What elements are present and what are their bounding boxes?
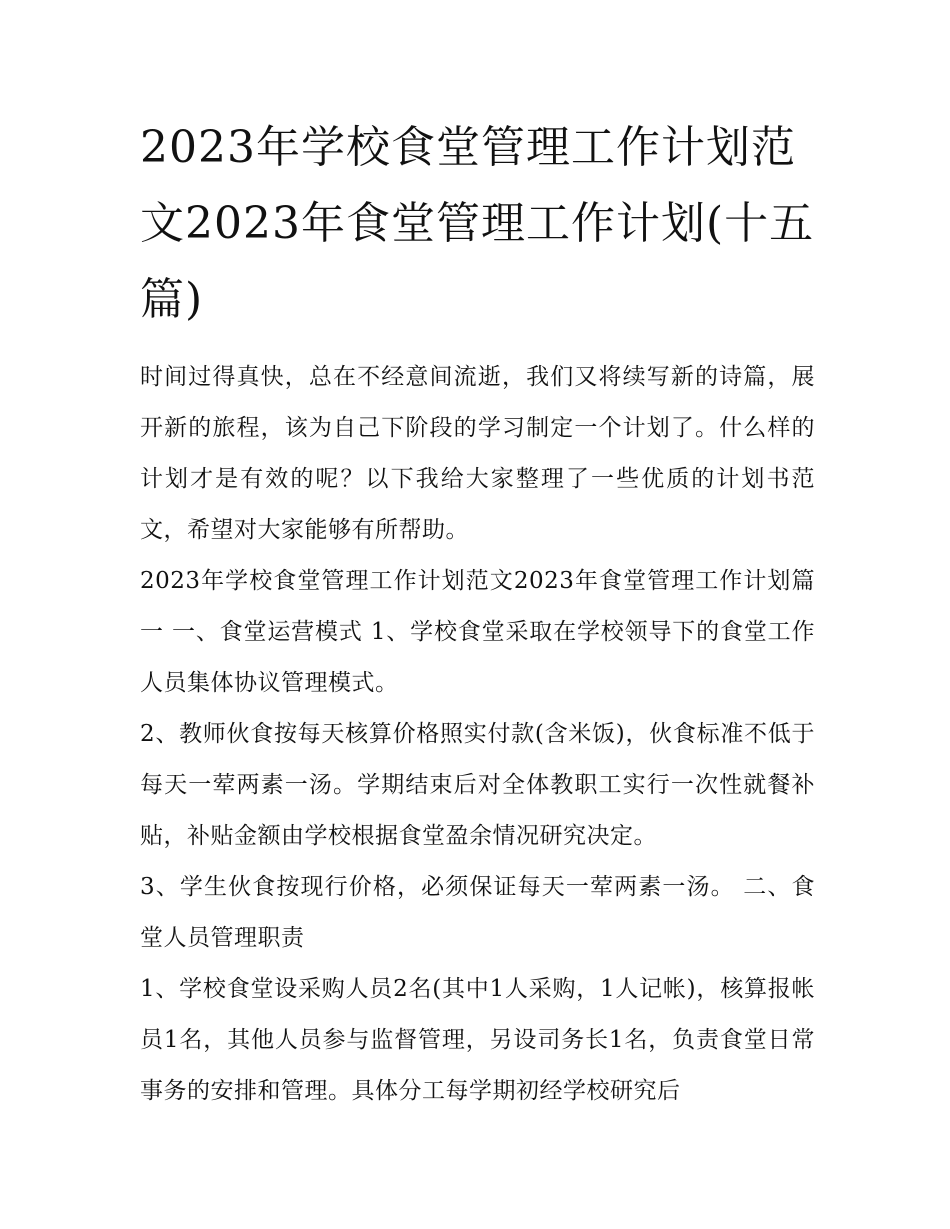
document-title: 2023年学校食堂管理工作计划范文2023年食堂管理工作计划(十五篇)	[140, 122, 815, 325]
paragraph-staff-1: 1、学校食堂设采购人员2名(其中1人采购，1人记帐)，核算报帐员1名，其他人员参与监督管理，另设司务长1名，负责食堂日常事务的安排和管理。具体分工每学期初经学校研究后	[140, 976, 815, 1104]
paragraph-intro: 时间过得真快，总在不经意间流逝，我们又将续写新的诗篇，展开新的旅程，该为自己下阶段的学习制定一个计划了。什么样的计划才是有效的呢？以下我给大家整理了一些优质的计划书范文，希望对大家能够有所帮助。	[140, 364, 815, 543]
paragraph-item-3: 3、学生伙食按现行价格，必须保证每天一荤两素一汤。 二、食堂人员管理职责	[140, 874, 815, 951]
paragraph-section-1: 2023年学校食堂管理工作计划范文2023年食堂管理工作计划篇一 一、食堂运营模式 1、学校食堂采取在学校领导下的食堂工作人员集体协议管理模式。	[140, 568, 815, 696]
document-body	[140, 110, 815, 1117]
paragraph-item-2: 2、教师伙食按每天核算价格照实付款(含米饭)，伙食标准不低于每天一荤两素一汤。学期结束后对全体教职工实行一次性就餐补贴，补贴金额由学校根据食堂盈余情况研究决定。	[140, 721, 815, 849]
